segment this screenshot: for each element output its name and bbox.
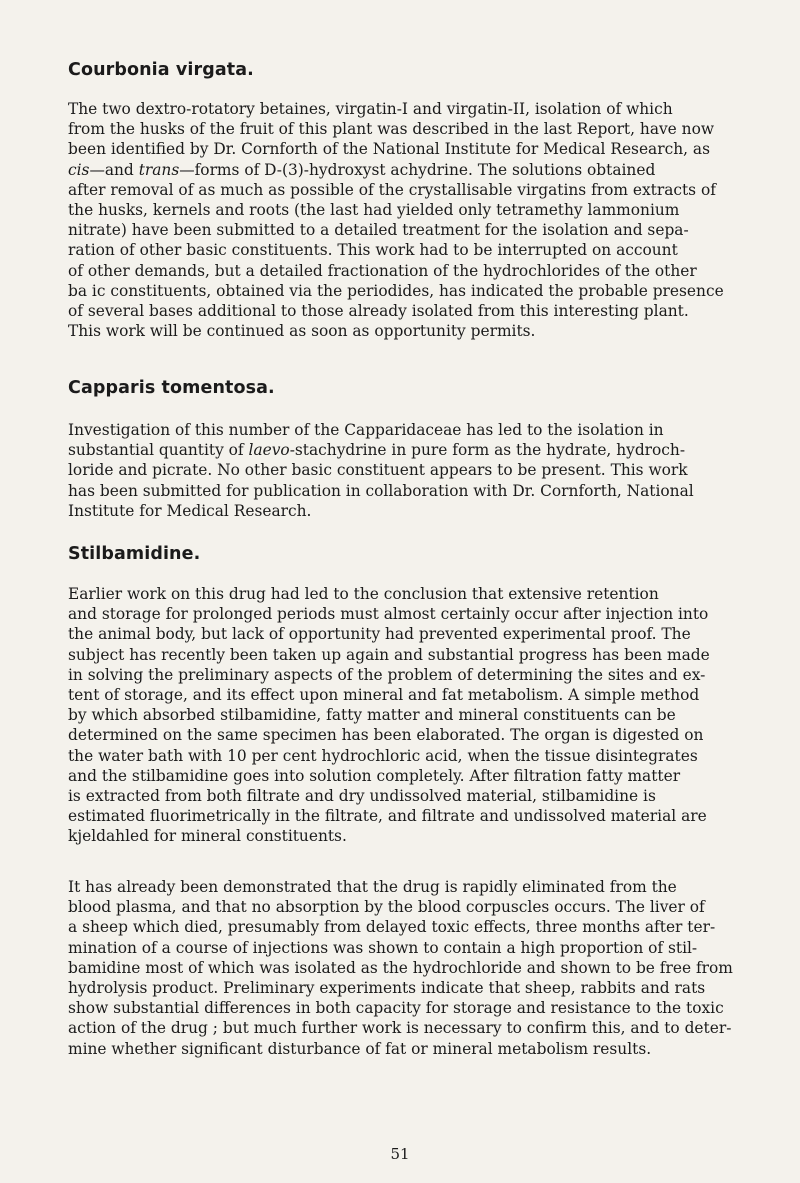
text-segment: tent of storage, and its effect upon mineral and fat metabolism. A simple method xyxy=(68,686,700,705)
text-segment: has been submitted for publication in collaboration with Dr. Cornforth, National xyxy=(68,481,694,500)
section-heading-capparis: Capparis tomentosa. xyxy=(68,378,275,398)
page-number: 51 xyxy=(390,1145,410,1163)
text-line xyxy=(68,917,750,937)
text-segment: Investigation of this number of the Capparidaceae has led to the isolation in xyxy=(68,421,664,439)
text-line xyxy=(68,938,750,958)
text-segment: —forms of D-(3)-hydroxyst achydrine. The solutions obtained xyxy=(179,160,656,179)
text-segment: ration of other basic constituents. This work had to be interrupted on account xyxy=(68,241,678,260)
text-segment: been identified by Dr. Cornforth of the National Institute for Medical Research, as xyxy=(68,140,710,159)
text-segment: mination of a course of injections was shown to contain a high proportion of stil- xyxy=(68,938,698,957)
text-segment: the animal body, but lack of opportunity had prevented experimental proof. The xyxy=(68,625,691,644)
text-line xyxy=(68,281,750,301)
text-line xyxy=(68,220,750,240)
text-line xyxy=(68,501,750,521)
text-line xyxy=(68,420,750,440)
text-line xyxy=(68,261,750,281)
text-line xyxy=(68,584,750,604)
text-segment: ba ic constituents, obtained via the periodides, has indicated the probable presence xyxy=(68,281,724,300)
text-segment: blood plasma, and that no absorption by the blood corpuscles occurs. The liver of xyxy=(68,898,705,917)
text-line xyxy=(68,705,750,725)
italic-text: cis xyxy=(68,160,90,179)
text-segment: the water bath with 10 per cent hydrochloric acid, when the tissue disintegrates xyxy=(68,746,698,765)
text-line xyxy=(68,998,750,1018)
text-segment: of several bases additional to those already isolated from this interesting plant. xyxy=(68,302,689,321)
text-line xyxy=(68,604,750,624)
paragraph-capparis xyxy=(68,420,750,521)
section-heading-courbonia: Courbonia virgata. xyxy=(68,60,254,80)
section-heading-stilbamidine: Stilbamidine. xyxy=(68,544,201,564)
text-segment: determined on the same specimen has been elaborated. The organ is digested on xyxy=(68,726,704,745)
text-segment: the husks, kernels and roots (the last had yielded only tetramethy lammonium xyxy=(68,201,680,220)
text-line xyxy=(68,240,750,260)
text-segment: and the stilbamidine goes into solution completely. After filtration fatty matter xyxy=(68,766,681,785)
text-segment: estimated fluorimetrically in the filtrate, and filtrate and undissolved material are xyxy=(68,807,707,826)
text-line xyxy=(68,685,750,705)
text-line xyxy=(68,645,750,665)
text-segment: —and xyxy=(89,160,139,179)
text-line xyxy=(68,826,750,846)
text-segment: mine whether significant disturbance of fat or mineral metabolism results. xyxy=(68,1039,652,1058)
text-line xyxy=(68,786,750,806)
text-line xyxy=(68,200,750,220)
text-line xyxy=(68,99,750,119)
text-line xyxy=(68,301,750,321)
text-segment: of other demands, but a detailed fractionation of the hydrochlorides of the other xyxy=(68,261,697,280)
italic-text: trans xyxy=(138,160,180,179)
text-line xyxy=(68,160,750,180)
text-segment: nitrate) have been submitted to a detailed treatment for the isolation and sepa- xyxy=(68,221,689,240)
text-line xyxy=(68,958,750,978)
text-segment: The two dextro-rotatory betaines, virgatin-I and virgatin-II, isolation of which xyxy=(68,100,673,118)
text-line xyxy=(68,665,750,685)
text-line xyxy=(68,978,750,998)
text-segment: in solving the preliminary aspects of the problem of determining the sites and ex- xyxy=(68,665,706,684)
text-segment: kjeldahled for mineral constituents. xyxy=(68,827,347,846)
text-line xyxy=(68,746,750,766)
text-segment: It has already been demonstrated that the drug is rapidly eliminated from the xyxy=(68,878,677,896)
text-line xyxy=(68,1018,750,1038)
paragraph-stilbamidine-1 xyxy=(68,584,750,847)
text-line xyxy=(68,180,750,200)
text-segment: show substantial differences in both capacity for storage and resistance to the toxic xyxy=(68,999,724,1018)
text-segment: is extracted from both filtrate and dry undissolved material, stilbamidine is xyxy=(68,787,656,806)
text-line xyxy=(68,1039,750,1059)
text-line xyxy=(68,139,750,159)
text-segment: substantial quantity of xyxy=(68,441,249,460)
paragraph-stilbamidine-2 xyxy=(68,877,750,1059)
text-segment: and storage for prolonged periods must almost certainly occur after injection into xyxy=(68,605,709,624)
text-line xyxy=(68,321,750,341)
text-line xyxy=(68,440,750,460)
text-segment: by which absorbed stilbamidine, fatty matter and mineral constituents can be xyxy=(68,706,676,725)
text-segment: Earlier work on this drug had led to the conclusion that extensive retention xyxy=(68,585,659,603)
text-line xyxy=(68,806,750,826)
text-segment: -stachydrine in pure form as the hydrate, hydroch- xyxy=(289,441,686,460)
italic-text: laevo xyxy=(248,441,290,460)
text-segment: from the husks of the fruit of this plant was described in the last Report, have now xyxy=(68,120,715,139)
text-line xyxy=(68,119,750,139)
paragraph-courbonia xyxy=(68,99,750,341)
text-segment: bamidine most of which was isolated as the hydrochloride and shown to be free from xyxy=(68,958,733,977)
text-segment: a sheep which died, presumably from delayed toxic effects, three months after ter- xyxy=(68,918,716,937)
text-segment: This work will be continued as soon as opportunity permits. xyxy=(68,322,536,341)
text-segment: Institute for Medical Research. xyxy=(68,501,312,520)
text-segment: after removal of as much as possible of the crystallisable virgatins from extracts of xyxy=(68,180,716,199)
text-line xyxy=(68,481,750,501)
text-line xyxy=(68,897,750,917)
text-line xyxy=(68,624,750,644)
text-segment: hydrolysis product. Preliminary experiments indicate that sheep, rabbits and rats xyxy=(68,979,706,998)
text-line xyxy=(68,766,750,786)
text-segment: action of the drug ; but much further work is necessary to confirm this, and to deter- xyxy=(68,1019,732,1038)
text-line xyxy=(68,877,750,897)
text-line xyxy=(68,725,750,745)
text-segment: loride and picrate. No other basic constituent appears to be present. This work xyxy=(68,461,688,480)
text-segment: subject has recently been taken up again and substantial progress has been made xyxy=(68,645,710,664)
text-line xyxy=(68,460,750,480)
